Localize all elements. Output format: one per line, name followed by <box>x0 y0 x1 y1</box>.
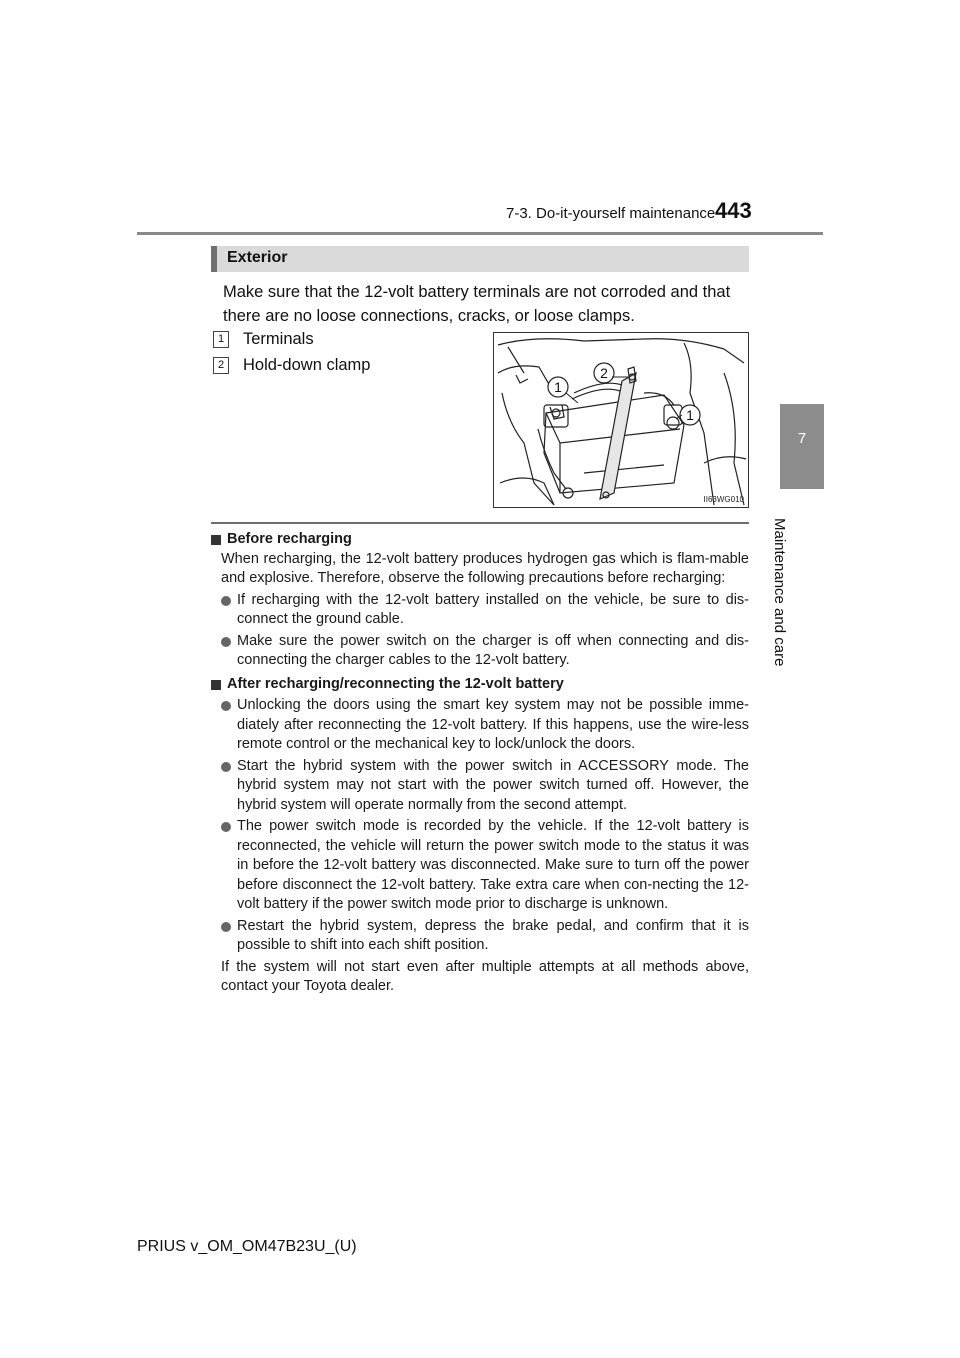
bullet-text: Restart the hybrid system, depress the brake pedal, and confirm that it is possible to shift into each shift position. <box>237 917 749 953</box>
section-heading: Exterior <box>227 249 288 266</box>
bullet-icon <box>221 637 231 647</box>
bullet-text: The power switch mode is recorded by the vehicle. If the 12-volt battery is reconnected, the vehicle will return the power switch mode to the status it was in before the 12-volt battery was disconnected. Make sure to turn off the power before disconnect the 12-volt battery. Take extra care when con-necting the 12-volt battery if the power switch mode prior to discharge is unknown. <box>237 818 749 912</box>
exterior-intro: Make sure that the 12-volt battery terminals are not corroded and that there are no loose connections, cracks, or loose clamps. <box>223 283 731 325</box>
bullet-icon <box>221 596 231 606</box>
marker-1-right: 1 <box>686 407 694 423</box>
section-heading-box <box>211 246 749 272</box>
list-item <box>221 591 749 630</box>
notes-block <box>211 530 749 997</box>
note-title: After recharging/reconnecting the 12-volt battery <box>227 675 564 692</box>
bullet-text: Start the hybrid system with the power switch in ACCESSORY mode. The hybrid system may not start with the power switch turned off. However, the hybrid system will operate normally from the second attempt. <box>237 757 749 813</box>
chapter-number: 7 <box>797 430 807 447</box>
square-bullet-icon <box>211 680 221 690</box>
callout-label: Hold-down clamp <box>243 356 371 374</box>
bullet-icon <box>221 701 231 711</box>
bullet-text: If recharging with the 12-volt battery installed on the vehicle, be sure to dis-connect the ground cable. <box>237 591 749 627</box>
list-item <box>221 757 749 816</box>
bullet-icon <box>221 762 231 772</box>
bullet-icon <box>221 922 231 932</box>
marker-1-left: 1 <box>554 379 562 395</box>
bullet-icon <box>221 822 231 832</box>
callout-number: 2 <box>213 357 229 374</box>
bullet-text: Unlocking the doors using the smart key system may not be possible imme-diately after reconnecting the 12-volt battery. If this happens, use the wire-less remote control or the mechanical key to lock/unlock the doors. <box>237 697 749 752</box>
square-bullet-icon <box>211 535 221 545</box>
list-item <box>221 817 749 915</box>
note-heading-after <box>211 675 749 695</box>
bullet-text: Make sure the power switch on the charger is off when connecting and dis-connecting the charger cables to the 12-volt battery. <box>237 632 749 668</box>
closing-paragraph: If the system will not start even after multiple attempts at all methods above, contact your Toyota dealer. <box>221 958 749 994</box>
note-heading-before <box>211 530 749 550</box>
running-header-section: 7-3. Do-it-yourself maintenance <box>506 205 716 222</box>
marker-2: 2 <box>600 365 608 381</box>
note-title: Before recharging <box>227 531 352 547</box>
list-item <box>221 917 749 956</box>
callout-label: Terminals <box>243 330 314 348</box>
battery-illustration <box>493 332 749 508</box>
callout-number: 1 <box>213 331 229 348</box>
list-item <box>221 696 749 755</box>
chapter-title: Maintenance and care <box>771 518 788 667</box>
manual-code-footer: PRIUS v_OM_OM47B23U_(U) <box>137 1238 357 1255</box>
section-divider <box>211 522 749 524</box>
battery-line-drawing <box>494 333 748 507</box>
header-rule <box>137 232 823 235</box>
list-item <box>221 632 749 671</box>
note-paragraph: When recharging, the 12-volt battery produces hydrogen gas which is flam-mable and explosive. Therefore, observe the following precautions before recharging: <box>221 550 749 586</box>
page-number: 443 <box>715 198 752 223</box>
illustration-code: II63WG010 <box>703 495 744 504</box>
chapter-title-vertical <box>768 490 788 950</box>
